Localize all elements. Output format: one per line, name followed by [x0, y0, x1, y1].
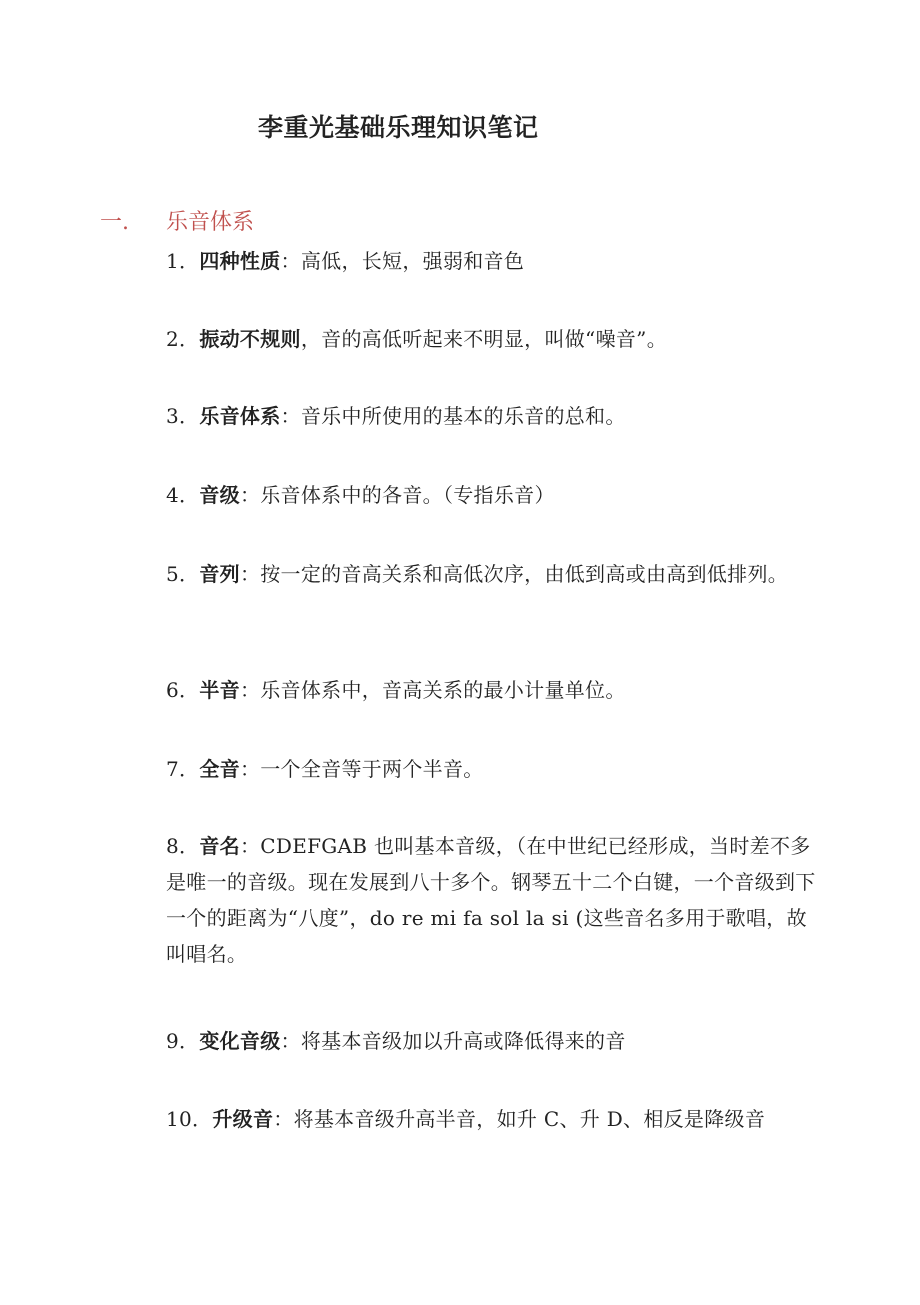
item-separator: ： [239, 562, 261, 586]
item-definition: 一个全音等于两个半音。 [260, 757, 484, 781]
section-number: 一. [100, 210, 129, 235]
item-definition: 音的高低听起来不明显，叫做“噪音”。 [321, 327, 667, 351]
item-term: 全音 [199, 757, 240, 781]
list-item [166, 243, 816, 279]
item-term: 四种性质 [199, 249, 281, 273]
item-separator: ： [280, 249, 301, 273]
item-separator: ： [280, 404, 301, 428]
list-item [166, 1023, 816, 1059]
item-definition: 音乐中所使用的基本的乐音的总和。 [300, 404, 626, 428]
item-term: 振动不规则 [199, 327, 301, 351]
item-term: 音名 [199, 834, 240, 858]
list-item [166, 321, 816, 357]
item-number: 3． [166, 404, 200, 428]
item-term: 音列 [199, 562, 240, 586]
item-number: 1． [166, 249, 200, 273]
section-heading [100, 205, 254, 236]
item-separator: ： [239, 483, 261, 507]
item-term: 半音 [199, 678, 240, 702]
item-definition: 高低，长短，强弱和音色 [300, 249, 525, 273]
item-separator: ： [273, 1107, 294, 1131]
item-number: 7． [166, 757, 200, 781]
list-item [166, 672, 816, 708]
item-definition: 乐音体系中的各音。（专指乐音） [260, 483, 555, 507]
item-definition: 将基本音级加以升高或降低得来的音 [300, 1029, 626, 1053]
item-definition: 乐音体系中，音高关系的最小计量单位。 [260, 678, 626, 702]
list-item [166, 556, 816, 592]
item-separator: ： [239, 834, 261, 858]
item-term: 升级音 [212, 1107, 274, 1131]
item-number: 10． [166, 1107, 213, 1131]
item-term: 乐音体系 [199, 404, 281, 428]
item-term: 音级 [199, 483, 240, 507]
document-title: 李重光基础乐理知识笔记 [258, 113, 539, 142]
list-item [166, 398, 816, 434]
item-separator: ： [239, 757, 261, 781]
item-number: 9． [166, 1029, 200, 1053]
item-separator: ： [239, 678, 261, 702]
item-definition: 按一定的音高关系和高低次序，由低到高或由高到低排列。 [260, 562, 789, 586]
item-number: 5． [166, 562, 200, 586]
item-number: 2． [166, 327, 200, 351]
list-item [166, 828, 816, 972]
item-definition: CDEFGAB 也叫基本音级，（在中世纪已经形成，当时差不多是唯一的音级。现在发展到八十多个。钢琴五十二个白键，一个音级到下一个的距离为“八度”，do re mi fa sol la si (这些音名多用于歌唱，故叫唱名。 [166, 834, 816, 966]
item-number: 4． [166, 483, 200, 507]
item-number: 6． [166, 678, 200, 702]
list-item [166, 751, 816, 787]
item-separator: ： [280, 1029, 301, 1053]
section-title: 乐音体系 [166, 210, 255, 235]
item-definition: 将基本音级升高半音，如升 C、升 D、相反是降级音 [293, 1107, 766, 1131]
list-item [166, 1101, 816, 1137]
list-item [166, 477, 816, 513]
item-term: 变化音级 [199, 1029, 281, 1053]
item-number: 8． [166, 834, 200, 858]
item-separator: ， [300, 327, 322, 351]
